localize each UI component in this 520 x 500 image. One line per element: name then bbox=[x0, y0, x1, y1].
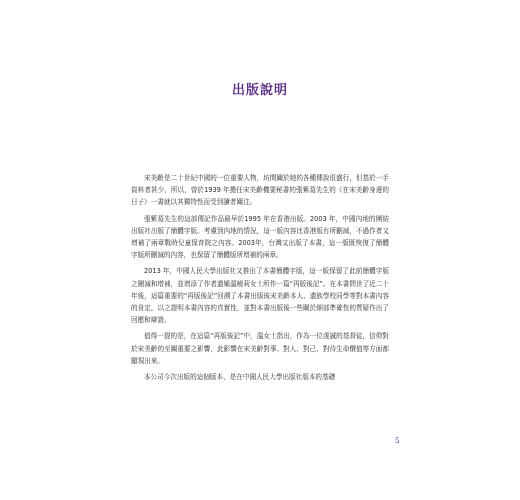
paragraph: 宋美齡是二十世紀中國的一位重要人物，坊間關於她的各種傳說很盛行，但基於一手資料者甚少，所以，曾於1939 年擔任宋美齡機要秘書的張紫葛先生的《在宋美齡身邊的日子》一書就以其獨特性而受到讀者關注。 bbox=[131, 174, 389, 207]
body-text bbox=[131, 172, 389, 383]
paragraph: 張紫葛先生的這部傳記作品最早於1995 年在香港出版。2003 年，中國內地的團結出版社出版了簡體字版。考慮到內地的情況，這一版內容比香港版有所刪減，不過作者又增補了兩章戰時兒童保育院之內容。2003年，台灣又出版了本書，這一版既恢復了簡體字版所刪減的內容，也保留了簡體版所增補的兩章。 bbox=[131, 214, 389, 260]
paragraph: 值得一提的是，在這篇“再版後記”中，溫女士指出，作為一位虔誠的基督徒，信仰對於宋美齡的至關重要之影響，此影響在宋美齡對事、對人、對己、對待生命價值等方面都顯現出來。 bbox=[131, 332, 389, 365]
paragraph: 本公司今次出版的這個版本，是在中國人民大學出版社版本的基礎 bbox=[144, 373, 336, 382]
paragraph: 2013 年，中國人民大學出版社又推出了本書簡體字版，這一版保留了此前簡體字版之刪減和增補，並增添了作者遺孀溫曉莉女士所作一篇“再版後記”。在本書問世了近二十年後，這篇重要的“再版後記”回溯了本書出版後宋美齡本人、遺族學校同學等對本書內容的肯定，以之證明本書內容的真實性，並對本書出版後一些關於細部準確性的質疑作出了回應和辯證。 bbox=[131, 267, 389, 325]
page-number: 5 bbox=[395, 437, 400, 445]
page-title: 出版說明 bbox=[231, 83, 288, 98]
